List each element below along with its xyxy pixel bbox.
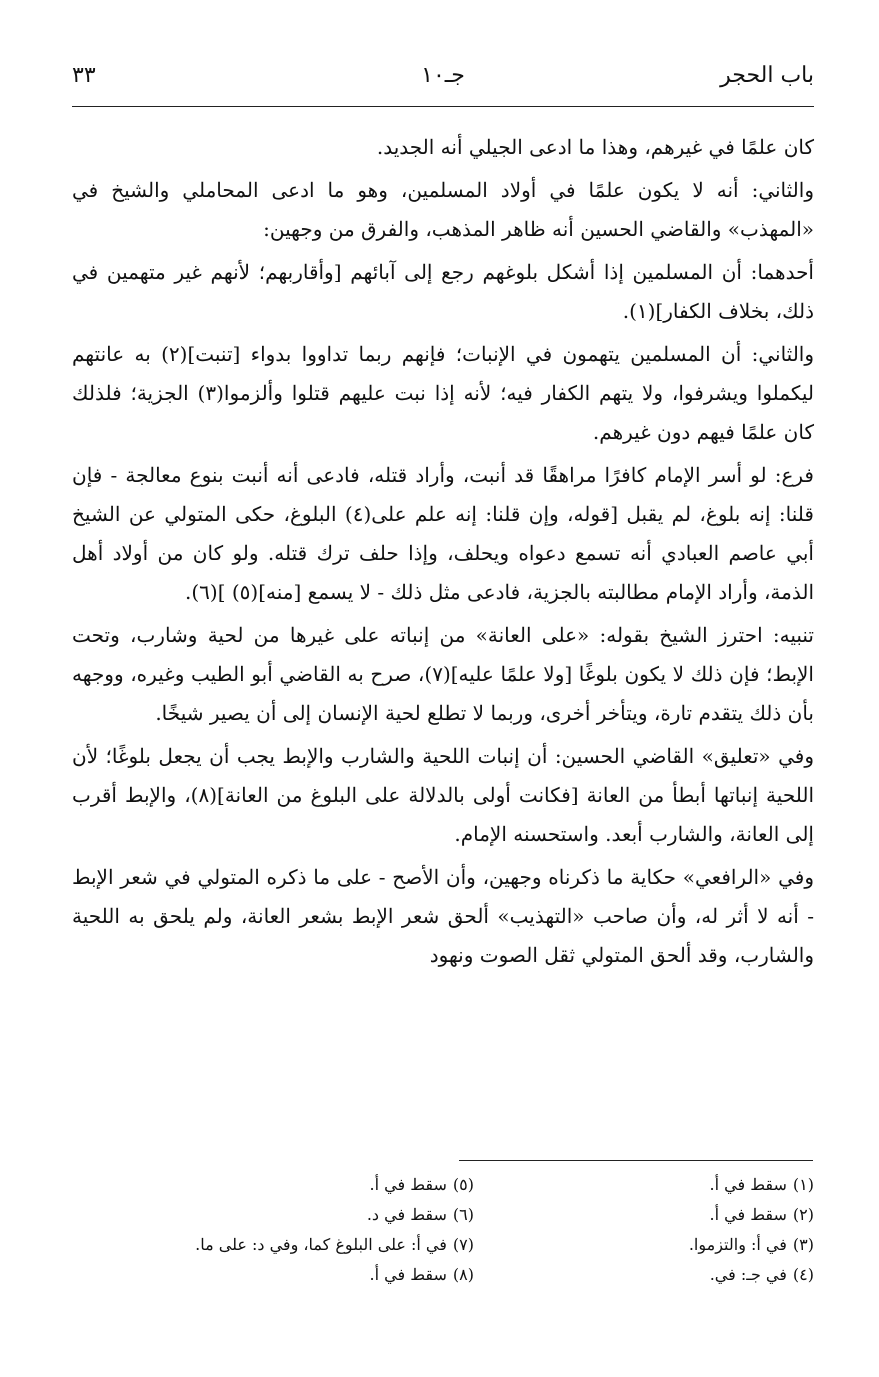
footnote-number: (٤) <box>792 1265 814 1284</box>
footnote <box>74 1200 474 1230</box>
paragraph: والثاني: أن المسلمين يتهمون في الإنبات؛ فإنهم ربما تداووا بدواء [تنبت](٢) به عانتهم ليكملوا ويشرفوا، ولا يتهم الكفار فيه؛ لأنه إذا نبت عليهم قتلوا وألزموا(٣) الجزية؛ فلذلك كان علمًا فيهم دون غيرهم. <box>72 342 815 444</box>
footnote <box>474 1170 814 1200</box>
page-number: ٣٣ <box>72 63 96 88</box>
footnotes <box>72 1170 814 1290</box>
footnote <box>474 1230 814 1260</box>
footnote <box>74 1260 474 1290</box>
header-rule <box>72 106 814 107</box>
footnote-text: سقط في د. <box>366 1205 447 1224</box>
footnotes-column-left <box>74 1170 474 1290</box>
footnote-text: سقط في أ. <box>709 1205 787 1224</box>
footnotes-column-right <box>474 1170 814 1290</box>
footnote-text: في أ: على البلوغ كما، وفي د: على ما. <box>195 1235 447 1254</box>
paragraph: كان علمًا في غيرهم، وهذا ما ادعى الجيلي أنه الجديد. <box>376 135 814 159</box>
footnote <box>474 1260 814 1290</box>
footnote-number: (١) <box>792 1175 814 1194</box>
footnote-number: (٣) <box>792 1235 814 1254</box>
paragraph: والثاني: أنه لا يكون علمًا في أولاد المسلمين، وهو ما ادعى المحاملي والشيخ في «المهذب» والقاضي الحسين أنه ظاهر المذهب، والفرق من وجهين: <box>72 178 814 241</box>
chapter-title: باب الحجر <box>720 63 814 88</box>
footnote-number: (٧) <box>452 1235 474 1254</box>
paragraph: وفي «تعليق» القاضي الحسين: أن إنبات اللحية والشارب والإبط يجب أن يجعل بلوغًا؛ لأن اللحية إنباتها أبطأ من العانة [فكانت أولى بالدلالة على البلوغ من العانة](٨)، والإبط أقرب إلى العانة، والشارب أبعد. واستحسنه الإمام. <box>72 744 814 846</box>
page-header <box>72 60 814 100</box>
footnote <box>474 1200 814 1230</box>
volume-label: جـ١٠ <box>421 63 465 88</box>
footnote-number: (٨) <box>452 1265 474 1284</box>
footnote-text: سقط في أ. <box>369 1265 447 1284</box>
main-text <box>72 128 814 979</box>
paragraph: أحدهما: أن المسلمين إذا أشكل بلوغهم رجع إلى آبائهم [وأقاربهم؛ لأنهم غير متهمين في ذلك، بخلاف الكفار](١). <box>72 260 814 323</box>
footnote-number: (٦) <box>452 1205 474 1224</box>
paragraph: فرع: لو أسر الإمام كافرًا مراهقًا قد أنبت، وأراد قتله، فادعى أنه أنبت بنوع معالجة - فإن قلنا: إنه بلوغ، لم يقبل [قوله، وإن قلنا: إنه علم على(٤) البلوغ، حكى المتولي عن الشيخ أبي عاصم العبادي أنه تسمع دعواه ويحلف، وإذا حلف ترك قتله. ولو كان من أولاد أهل الذمة، وأراد الإمام مطالبته بالجزية، فادعى مثل ذلك - لا يسمع [منه](٥) ](٦). <box>72 463 814 604</box>
footnote-text: في أ: والتزموا. <box>688 1235 787 1254</box>
footnote-text: سقط في أ. <box>369 1175 447 1194</box>
footnote-number: (٥) <box>452 1175 474 1194</box>
footnote <box>74 1230 474 1260</box>
footnote-rule <box>459 1160 813 1161</box>
paragraph: تنبيه: احترز الشيخ بقوله: «على العانة» من إنباته على غيرها من لحية وشارب، وتحت الإبط؛ فإن ذلك لا يكون بلوغًا [ولا علمًا عليه](٧)، صرح به القاضي أبو الطيب وغيره، ووجهه بأن ذلك يتقدم تارة، ويتأخر أخرى، وربما لا تطلع لحية الإنسان إلى أن يصير شيخًا. <box>72 623 814 725</box>
footnote-number: (٢) <box>792 1205 814 1224</box>
footnote-text: في جـ: في. <box>709 1265 787 1284</box>
footnote <box>74 1170 474 1200</box>
paragraph: وفي «الرافعي» حكاية ما ذكرناه وجهين، وأن الأصح - على ما ذكره المتولي في شعر الإبط - أنه لا أثر له، وأن صاحب «التهذيب» ألحق شعر الإبط بشعر العانة، ولم يلحق به اللحية والشارب، وقد ألحق المتولي ثقل الصوت ونهود <box>72 865 814 967</box>
footnote-text: سقط في أ. <box>709 1175 787 1194</box>
